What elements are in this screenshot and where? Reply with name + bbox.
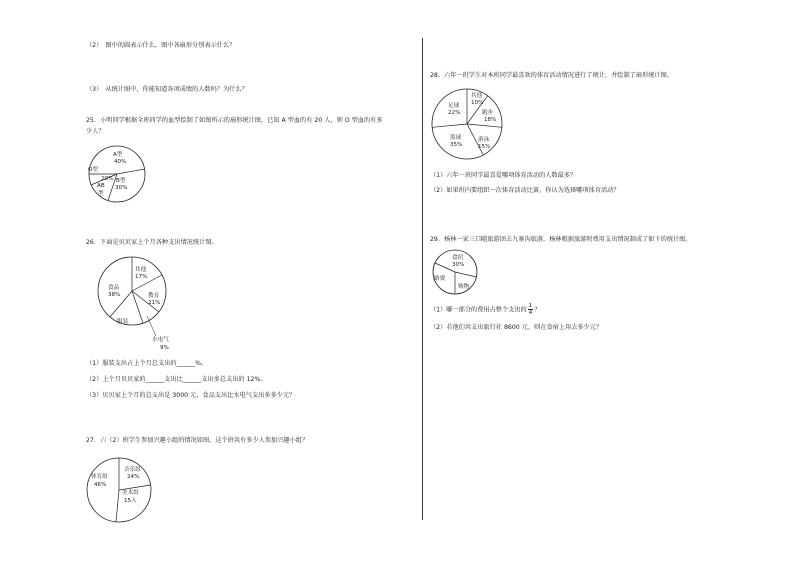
fraction-denominator: 4 — [528, 310, 533, 316]
question-24-part-3: （3） 从统计图中，你能知道各项成绩的人数吗？为什么？ — [86, 86, 248, 93]
one-quarter-fraction — [528, 303, 534, 316]
expense-clothes-label: 服装 — [117, 319, 129, 325]
question-26-part-1: （1）服装支出占上个月总支出的______%。 — [86, 360, 208, 367]
expense-food-label: 食品 — [108, 285, 120, 291]
group-pe-pct: 46% — [94, 482, 107, 488]
sport-foot-pct: 22% — [448, 110, 461, 116]
blood-ab-pct: 20% — [101, 176, 114, 182]
blood-a-pct: 40% — [114, 159, 127, 165]
sport-other-label: 其他 — [471, 93, 483, 99]
question-29-part-1-text: （1）哪一部分的费用占整个支出的 — [430, 306, 527, 314]
question-28-part-2: （2）如果班内要组织一次体育活动比赛，你认为选择哪项体育活动？ — [430, 187, 620, 194]
group-music-label: 音乐组 — [124, 467, 141, 473]
expense-edu-label: 教育 — [148, 293, 160, 299]
expense-other-pct: 17% — [135, 274, 148, 280]
question-29-part-1-end: ？ — [534, 306, 541, 314]
blood-ab-label-2: 型 — [98, 191, 104, 197]
sport-run-label: 跑步 — [482, 110, 494, 116]
question-29-part-1 — [430, 303, 540, 316]
column-divider — [422, 38, 423, 520]
question-29-title: 29．杨林一家三口随旅游团去九寨沟旅游，杨林根据旅游时费用支出情况制成了如下的统计图。 — [430, 236, 692, 243]
question-26-part-3: （3）贝贝家上个月的总支出是 3000 元，食品支出比水电气支出多多少元？ — [86, 392, 296, 399]
sport-swim-label: 游泳 — [478, 137, 490, 143]
blood-b-pct: 30% — [115, 185, 128, 191]
expense-pie-chart — [97, 256, 169, 351]
blood-ab-label: AB — [97, 183, 105, 189]
sport-basket-pct: 35% — [450, 142, 463, 148]
travel-road-label: 路费 — [434, 276, 446, 282]
sports-pie-chart — [431, 88, 503, 160]
travel-shop-label: 购物 — [458, 284, 470, 290]
travel-food-label: 食宿 — [452, 255, 464, 261]
sport-foot-label: 足球 — [448, 103, 460, 109]
question-28-title: 28．六年一班学生对本班同学最喜欢的体育活动情况进行了统计，并绘制了扇形统计图。 — [430, 72, 673, 79]
question-28-part-1: （1）六年一班同学最喜爱哪项体育活动的人数最多？ — [430, 172, 577, 179]
question-27-title: 27．六（2）班学生参加兴趣小组的情况如图，这个班共有多少人参加兴趣小组？ — [86, 437, 309, 444]
sport-run-pct: 18% — [484, 117, 497, 123]
expense-util-label: 水电气 — [152, 337, 169, 343]
expense-food-pct: 38% — [108, 292, 121, 298]
question-25-line-1: 25．小明同学根据全班同学的血型绘制了如图所示的扇形统计图，已知 A 型血的有 20 人，则 O 型血的有多 — [86, 117, 383, 124]
group-music-pct: 24% — [127, 474, 140, 480]
blood-b-label: B型 — [116, 178, 126, 184]
sport-other-pct: 10% — [471, 100, 484, 106]
travel-pie-chart — [432, 249, 478, 295]
question-24-part-2: （2） 图中的圆表示什么，图中各扇形分别表示什么？ — [86, 42, 236, 49]
expense-edu-pct: 21% — [148, 300, 161, 306]
blood-a-label: A型 — [113, 152, 123, 158]
expense-util-pct: 9% — [160, 345, 169, 351]
blood-o-label: O型 — [88, 167, 98, 173]
question-25-line-2: 少人？ — [86, 128, 105, 135]
travel-food-pct: 30% — [452, 262, 465, 268]
group-art-value: 15人 — [124, 498, 137, 504]
group-pe-label: 体育组 — [91, 474, 108, 480]
fraction-numerator: 1 — [528, 303, 533, 309]
question-26-title: 26．下面是贝贝家上个月各种支出情况统计图。 — [86, 239, 218, 246]
group-art-label: 美术组 — [122, 490, 139, 496]
blood-type-pie-chart — [87, 144, 147, 204]
sport-swim-pct: 15% — [478, 144, 491, 150]
interest-group-pie-chart — [86, 457, 152, 523]
question-29-part-2: （2）若他们共支出旅行社 8600 元，则在食宿上用去多少元？ — [430, 324, 603, 331]
expense-other-label: 其他 — [135, 267, 147, 273]
question-26-part-2: （2）上个月贝贝家的______支出比______支出多总支出的 12%。 — [86, 376, 267, 383]
sport-basket-label: 篮球 — [450, 135, 462, 141]
